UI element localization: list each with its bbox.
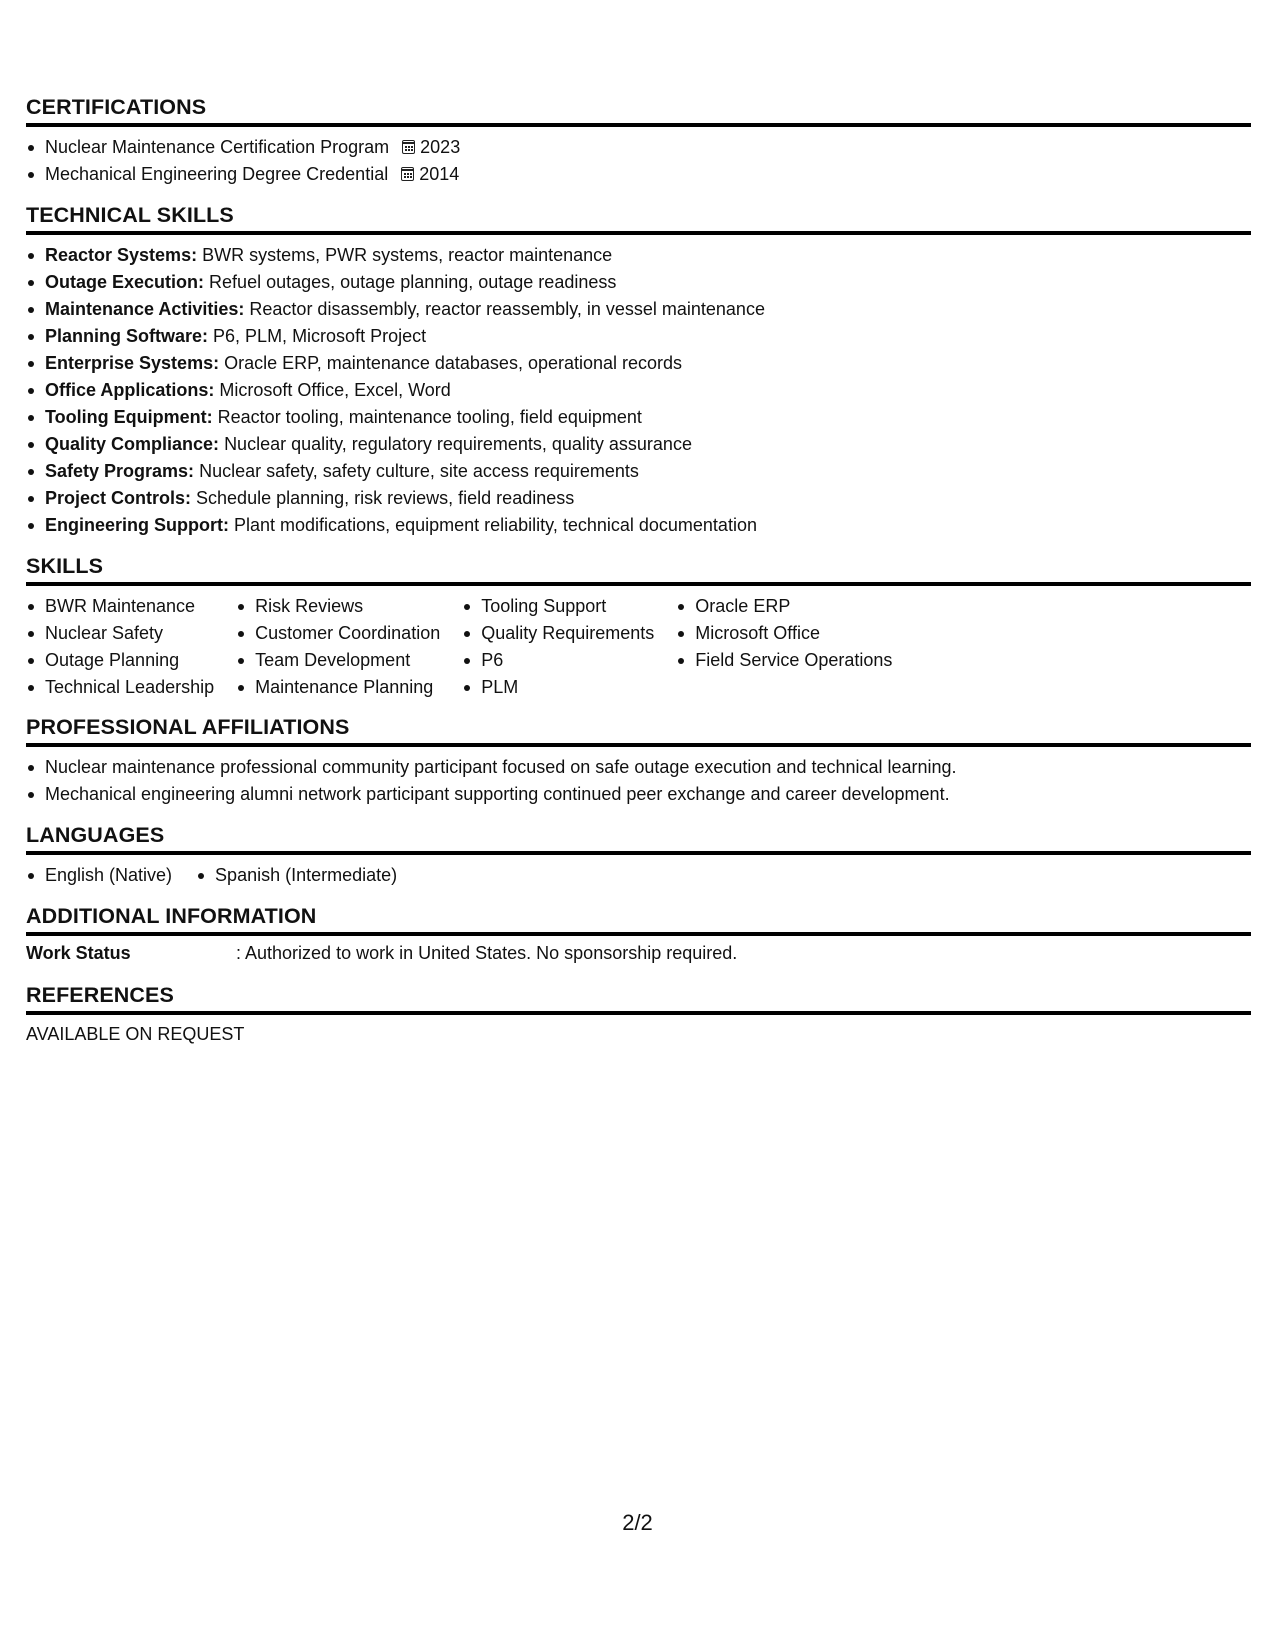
work-status-row [26, 940, 1251, 967]
skills-column-3 [462, 593, 654, 701]
list-item [26, 512, 1251, 539]
section-title-additional: ADDITIONAL INFORMATION [26, 903, 1251, 936]
skills-columns [26, 593, 1251, 701]
section-title-references: REFERENCES [26, 982, 1251, 1015]
skill-text: Nuclear safety, safety culture, site access requirements [199, 461, 639, 481]
list-item [26, 350, 1251, 377]
skill-label: Enterprise Systems: [45, 353, 220, 373]
certification-year: 2014 [419, 164, 460, 184]
skill-label: Planning Software: [45, 326, 209, 346]
work-status-value: : Authorized to work in United States. No sponsorship required. [236, 943, 738, 963]
skill-label: Project Controls: [45, 488, 192, 508]
list-item: Mechanical engineering alumni network participant supporting continued peer exchange and career development. [26, 781, 1251, 808]
list-item [26, 323, 1251, 350]
section-title-languages: LANGUAGES [26, 822, 1251, 855]
list-item: PLM [462, 674, 654, 701]
skills-section [26, 553, 1251, 714]
list-item: Team Development [236, 647, 440, 674]
list-item: BWR Maintenance [26, 593, 214, 620]
skills-column-2 [236, 593, 440, 701]
list-item [26, 134, 1251, 161]
list-item [26, 431, 1251, 458]
skill-text: Reactor tooling, maintenance tooling, field equipment [217, 407, 642, 427]
list-item [26, 161, 1251, 188]
list-item [26, 296, 1251, 323]
references-section [26, 982, 1251, 1048]
technical-skills-list [26, 242, 1251, 539]
skill-text: Plant modifications, equipment reliability, technical documentation [234, 515, 757, 535]
skill-label: Outage Execution: [45, 272, 205, 292]
list-item [26, 404, 1251, 431]
list-item [26, 242, 1251, 269]
skill-label: Safety Programs: [45, 461, 195, 481]
work-status-label: Work Status [26, 943, 131, 963]
skill-text: P6, PLM, Microsoft Project [213, 326, 427, 346]
certification-year: 2023 [420, 137, 461, 157]
list-item [26, 485, 1251, 512]
list-item: Quality Requirements [462, 620, 654, 647]
page-number: 2/2 [622, 1510, 653, 1535]
list-item: Maintenance Planning [236, 674, 440, 701]
list-item: P6 [462, 647, 654, 674]
certification-name: Mechanical Engineering Degree Credential [45, 164, 389, 184]
skill-label: Maintenance Activities: [45, 299, 245, 319]
skill-text: Schedule planning, risk reviews, field readiness [196, 488, 575, 508]
section-title-affiliations: PROFESSIONAL AFFILIATIONS [26, 714, 1251, 747]
section-title-skills: SKILLS [26, 553, 1251, 586]
list-item: Spanish (Intermediate) [196, 862, 397, 889]
list-item [26, 377, 1251, 404]
skill-text: Reactor disassembly, reactor reassembly, in vessel maintenance [249, 299, 765, 319]
affiliations-list [26, 754, 1251, 808]
skills-column-4 [676, 593, 892, 701]
calendar-icon [401, 167, 414, 181]
skill-text: Microsoft Office, Excel, Word [219, 380, 451, 400]
list-item: Tooling Support [462, 593, 654, 620]
skill-label: Office Applications: [45, 380, 215, 400]
list-item: Nuclear maintenance professional community participant focused on safe outage execution and technical learning. [26, 754, 1251, 781]
skill-label: Engineering Support: [45, 515, 229, 535]
references-text: AVAILABLE ON REQUEST [26, 1024, 245, 1044]
skill-text: BWR systems, PWR systems, reactor maintenance [202, 245, 613, 265]
list-item: Oracle ERP [676, 593, 892, 620]
skill-label: Tooling Equipment: [45, 407, 213, 427]
skill-text: Oracle ERP, maintenance databases, operational records [224, 353, 683, 373]
resume-page [26, 94, 1251, 1048]
certification-name: Nuclear Maintenance Certification Program [45, 137, 390, 157]
additional-section [26, 903, 1251, 982]
list-item: Risk Reviews [236, 593, 440, 620]
skill-text: Refuel outages, outage planning, outage readiness [209, 272, 617, 292]
certifications-list [26, 134, 1251, 188]
skill-text: Nuclear quality, regulatory requirements, quality assurance [224, 434, 692, 454]
skills-column-1 [26, 593, 214, 701]
languages-section [26, 822, 1251, 903]
list-item: Technical Leadership [26, 674, 214, 701]
affiliations-section [26, 714, 1251, 822]
list-item: Outage Planning [26, 647, 214, 674]
list-item: Field Service Operations [676, 647, 892, 674]
section-title-certifications: CERTIFICATIONS [26, 94, 1251, 127]
list-item: English (Native) [26, 862, 172, 889]
languages-list [26, 862, 1251, 889]
technical-skills-section [26, 202, 1251, 553]
skill-label: Reactor Systems: [45, 245, 198, 265]
section-title-technical-skills: TECHNICAL SKILLS [26, 202, 1251, 235]
list-item: Nuclear Safety [26, 620, 214, 647]
certifications-section [26, 94, 1251, 202]
calendar-icon [402, 140, 415, 154]
list-item: Microsoft Office [676, 620, 892, 647]
list-item [26, 458, 1251, 485]
list-item [26, 269, 1251, 296]
list-item: Customer Coordination [236, 620, 440, 647]
skill-label: Quality Compliance: [45, 434, 220, 454]
